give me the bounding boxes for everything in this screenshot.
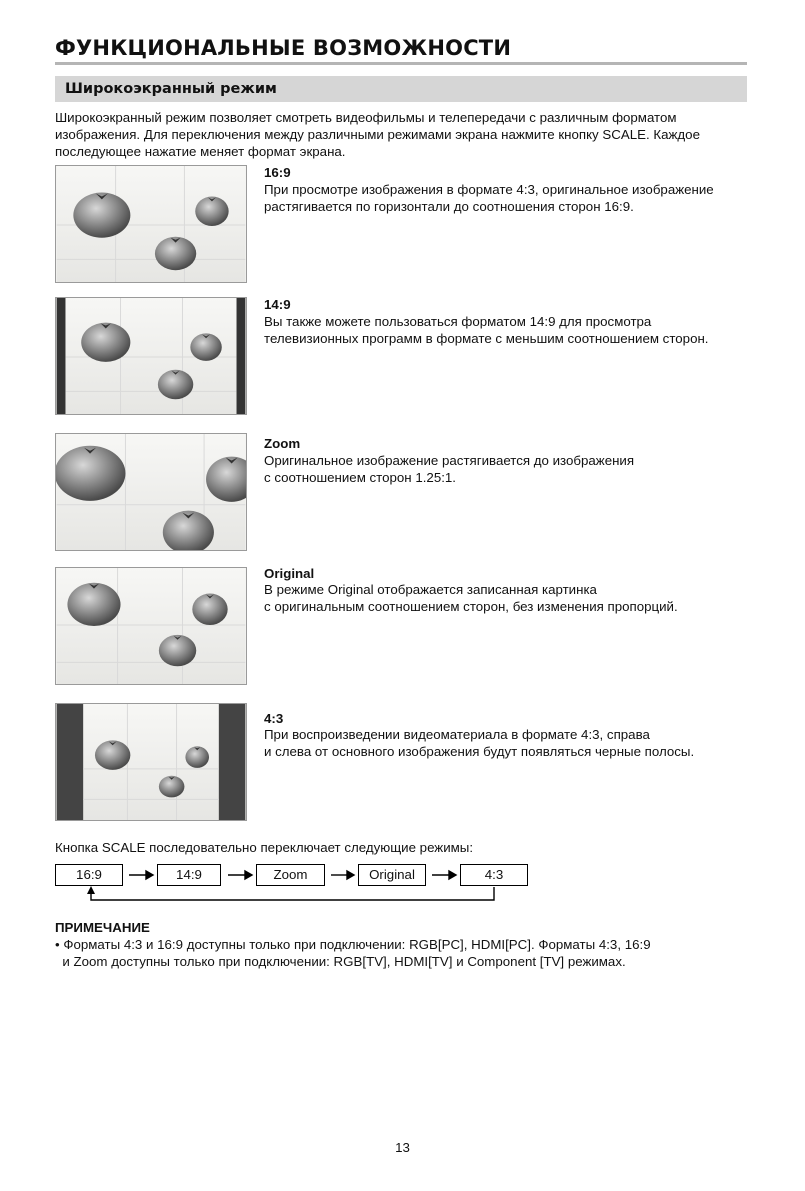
note-heading: ПРИМЕЧАНИЕ: [55, 920, 150, 935]
note-body: [55, 936, 651, 970]
mode-desc-original: [264, 581, 754, 615]
mode-desc-line: растягивается по горизонтали до соотношения сторон 16:9.: [264, 199, 634, 214]
mode-title-14-9: 14:9: [264, 297, 291, 312]
mode-title-4-3: 4:3: [264, 711, 284, 726]
flow-box-14-9: 14:9: [157, 864, 221, 886]
page-number: 13: [395, 1140, 410, 1155]
note-line: • Форматы 4:3 и 16:9 доступны только при подключении: RGB[PC], HDMI[PC]. Форматы 4:3, 16:9: [55, 937, 651, 952]
mode-desc-line: с оригинальным соотношением сторон, без изменения пропорций.: [264, 599, 678, 614]
scale-sequence-caption: Кнопка SCALE последовательно переключает следующие режимы:: [55, 840, 474, 855]
thumb-4-3-image: [55, 703, 247, 821]
mode-desc-line: Оригинальное изображение растягивается до изображения: [264, 453, 635, 468]
arrow-right-icon: [146, 871, 153, 879]
mode-desc-14-9: [264, 313, 754, 347]
mode-desc-line: телевизионных программ в формате с меньшим соотношением сторон.: [264, 331, 709, 346]
mode-desc-line: При воспроизведении видеоматериала в формате 4:3, справа: [264, 727, 650, 742]
section-title: Широкоэкранный режим: [65, 81, 277, 97]
arrow-right-icon: [449, 871, 456, 879]
intro-paragraph: [55, 109, 755, 160]
mode-title-16-9: 16:9: [264, 165, 291, 180]
intro-line: Широкоэкранный режим позволяет смотреть видеофильмы и телепередачи с различным форматом: [55, 110, 677, 125]
mode-title-zoom: Zoom: [264, 436, 301, 451]
title-divider: [55, 62, 747, 65]
thumb-14-9-image: [55, 297, 247, 415]
mode-desc-zoom: [264, 452, 754, 486]
mode-desc-line: с соотношением сторон 1.25:1.: [264, 470, 457, 485]
intro-line: изображения. Для переключения между различными режимами экрана нажмите кнопку SCALE. Каждое: [55, 127, 700, 142]
flow-box-zoom: Zoom: [256, 864, 325, 886]
mode-desc-line: В режиме Original отображается записанная картинка: [264, 582, 597, 597]
loop-back-arrow: [91, 887, 494, 900]
thumb-16-9-image: [55, 165, 247, 283]
arrow-up-icon: [87, 886, 95, 894]
mode-title-original: Original: [264, 566, 315, 581]
section-header: [55, 76, 747, 102]
flow-box-4-3: 4:3: [460, 864, 528, 886]
mode-desc-line: Вы также можете пользоваться форматом 14:9 для просмотра: [264, 314, 652, 329]
flow-arrows-diagram: [0, 860, 805, 910]
intro-line: последующее нажатие меняет формат экрана.: [55, 144, 346, 159]
mode-desc-line: и слева от основного изображения будут появляться черные полосы.: [264, 744, 695, 759]
mode-desc-4-3: [264, 726, 754, 760]
mode-desc-line: При просмотре изображения в формате 4:3, оригинальное изображение: [264, 182, 714, 197]
mode-desc-16-9: [264, 181, 754, 215]
flow-box-original: Original: [358, 864, 426, 886]
flow-box-16-9: 16:9: [55, 864, 123, 886]
arrow-right-icon: [347, 871, 354, 879]
thumb-zoom-image: [55, 433, 247, 551]
thumb-original-image: [55, 567, 247, 685]
arrow-right-icon: [245, 871, 252, 879]
page-title: ФУНКЦИОНАЛЬНЫЕ ВОЗМОЖНОСТИ: [55, 36, 512, 60]
note-line: и Zoom доступны только при подключении: RGB[TV], HDMI[TV] и Component [TV] режимах.: [55, 954, 626, 969]
